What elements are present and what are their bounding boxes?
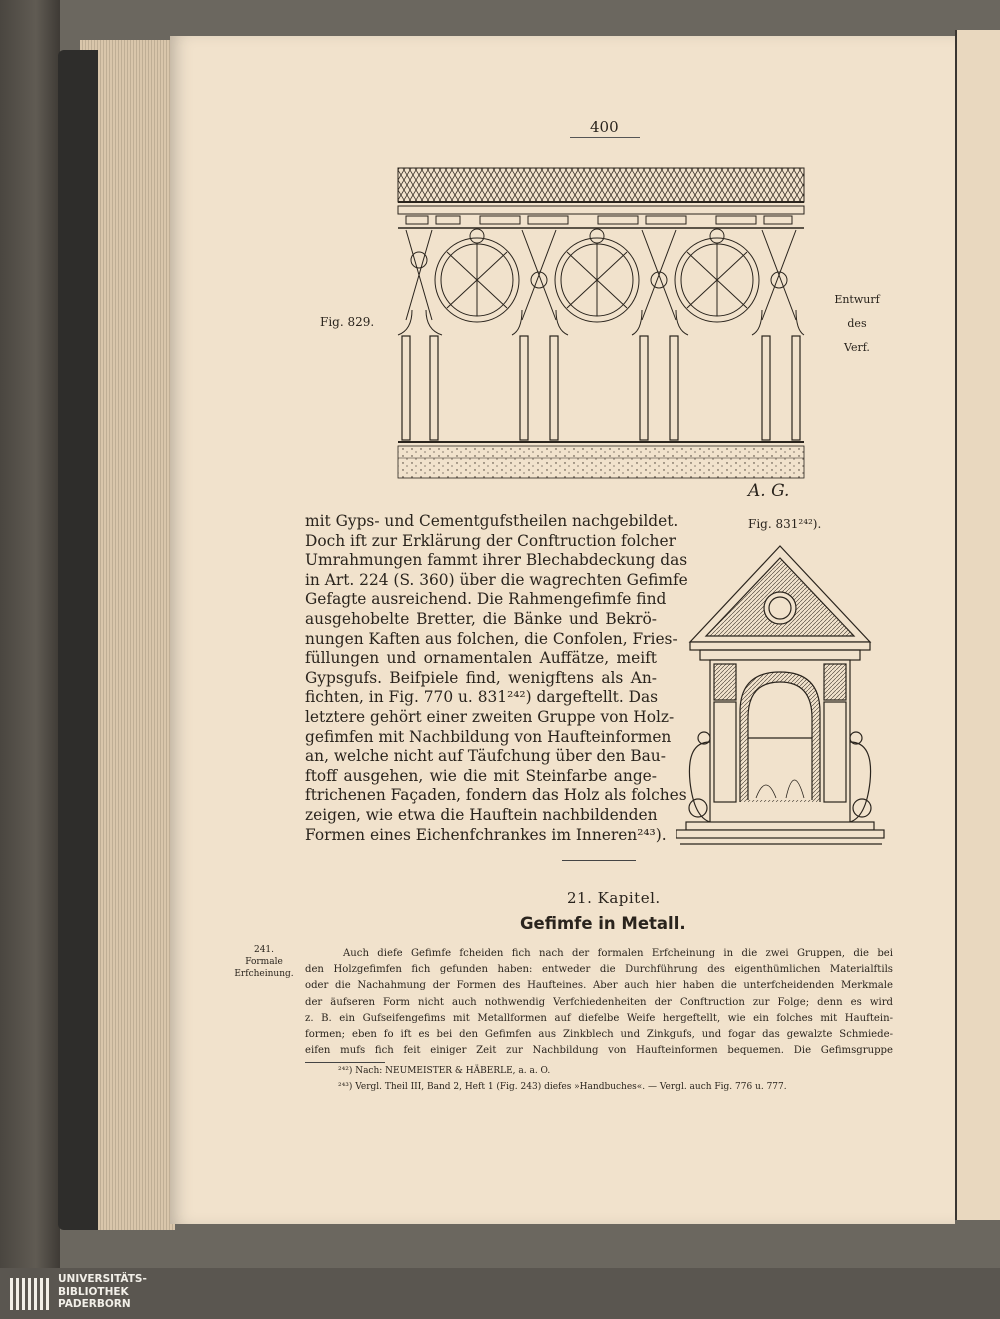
text-line: ausgehobelte Bretter, die Bänke und Bekrö- <box>305 609 657 628</box>
text-line: oder die Nachahmung der Formen des Haufteines. Aber auch hier haben die unterfcheidenden Merkmale <box>305 980 893 992</box>
text-line: füllungen und ornamentalen Auffätze, meift <box>305 649 657 668</box>
fig-829-note-line: des <box>847 317 867 330</box>
fig-831-illustration <box>676 542 886 848</box>
text-line: Formen eines Eichenfchrankes im Inneren²⁴³). <box>305 825 667 844</box>
text-line: Gypsgufs. Beifpiele find, wenigftens als An- <box>305 668 657 687</box>
text-line: der äufseren Form nicht auch nothwendig Verfchiedenheiten der Conftruction zur Folge; denn es wird <box>305 996 893 1008</box>
text-line: ftoff ausgehen, wie die mit Steinfarbe ange- <box>305 766 657 785</box>
fig-831-label: Fig. 831²⁴²). <box>748 517 822 531</box>
text-line: formen; eben fo ift es bei den Gefimfen aus Zinkblech und Zinkgufs, und fogar das gewalzte Schmiede- <box>305 1029 893 1041</box>
library-footer <box>0 1268 1000 1319</box>
fig-829-note <box>828 288 886 360</box>
fig-829-note-line: Verf. <box>844 341 870 354</box>
page-number-rule <box>570 137 640 138</box>
text-line: nungen Kaften aus folchen, die Confolen, Fries- <box>305 629 678 648</box>
chapter-number: 21. Kapitel. <box>567 889 661 907</box>
text-line: gefimfen mit Nachbildung von Haufteinformen <box>305 727 672 746</box>
text-line: zeigen, wie etwa die Hauftein nachbildenden <box>305 805 658 824</box>
library-name-line: BIBLIOTHEK <box>58 1285 129 1298</box>
fig-829-illustration <box>392 160 810 500</box>
library-logo-icon <box>10 1278 50 1310</box>
text-line: in Art. 224 (S. 360) über die wagrechten Gefimfe <box>305 570 688 589</box>
footnote-rule <box>305 1062 385 1063</box>
text-line: fichten, in Fig. 770 u. 831²⁴²) dargeftellt. Das <box>305 688 659 707</box>
text-line: z. B. ein Gufseifengefims mit Metallformen auf diefelbe Weife hergeftellt, wie ein folches mit Hauftein- <box>305 1012 893 1024</box>
text-line: den Holzgefimfen fich gefunden haben: entweder die Durchführung des eigenthümlichen Materialftils <box>305 964 893 976</box>
book-cover <box>0 0 60 1268</box>
margin-note-line: Formale <box>245 957 283 967</box>
margin-note <box>226 944 302 980</box>
footnote-242: ²⁴²) Nach: NEUMEISTER & HÄBERLE, a. a. O. <box>338 1066 551 1076</box>
text-line: Umrahmungen fammt ihrer Blechabdeckung das <box>305 551 688 570</box>
text-line: eifen mufs fich feit einiger Zeit zur Nachbildung von Haufteinformen bequemen. Die Gefimsgruppe <box>305 1045 893 1057</box>
page-number: 400 <box>590 118 619 136</box>
paragraph-1 <box>305 512 688 845</box>
fig-829-signature: A. G. <box>748 481 790 500</box>
library-name-line: PADERBORN <box>58 1298 131 1310</box>
library-name-line: UNIVERSITÄTS- <box>58 1273 147 1285</box>
text-line: ftrichenen Façaden, fondern das Holz als folches <box>305 786 687 805</box>
text-line: Auch diefe Gefimfe fcheiden fich nach der formalen Erfcheinung in die zwei Gruppen, die bei <box>343 948 893 959</box>
margin-note-line: Erfcheinung. <box>234 969 294 979</box>
fig-829-note-line: Entwurf <box>834 293 880 306</box>
paragraph-2 <box>305 946 893 1059</box>
library-name <box>58 1273 147 1311</box>
footnote-243: ²⁴³) Vergl. Theil III, Band 2, Heft 1 (Fig. 243) diefes »Handbuches«. — Vergl. auch Fig. 776 u. 777. <box>338 1082 787 1092</box>
text-line: Gefagte ausreichend. Die Rahmengefimfe find <box>305 590 667 609</box>
book-spine <box>58 50 98 1230</box>
fig-829-label: Fig. 829. <box>320 315 375 329</box>
text-line: mit Gyps- und Cementgufstheilen nachgebildet. <box>305 512 679 530</box>
chapter-title: Gefimfe in Metall. <box>520 914 686 933</box>
text-line: Doch ift zur Erklärung der Conftruction folcher <box>305 531 676 550</box>
text-line: letztere gehört einer zweiten Gruppe von Holz- <box>305 707 675 726</box>
section-separator <box>562 860 636 861</box>
text-line: an, welche nicht auf Täufchung über den Bau- <box>305 747 666 766</box>
facing-page-edge <box>955 30 1000 1220</box>
margin-note-line: 241. <box>253 945 275 955</box>
